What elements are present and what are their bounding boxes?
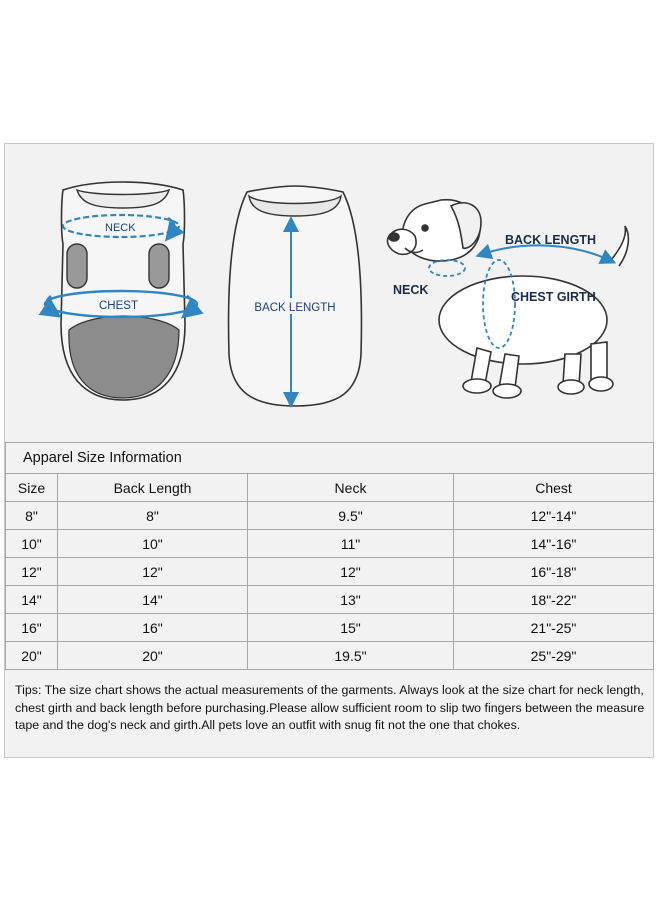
cell-neck: 9.5" xyxy=(248,502,454,530)
back-length-label: BACK LENGTH xyxy=(254,302,336,314)
cell-back-length: 10" xyxy=(58,530,248,558)
cell-chest: 16"-18" xyxy=(454,558,654,586)
sizing-tips: Tips: The size chart shows the actual measurements of the garments. Always look at the size chart for neck length, chest girth and back length before purchasing.Please allow sufficient room to slip two fingers between the measure tape and the dog's neck and girth.All pets love an outfit with snug fit not the one that chokes. xyxy=(15,683,645,732)
table-header-row xyxy=(6,474,654,502)
cell-chest: 25"-29" xyxy=(454,642,654,670)
cell-neck: 12" xyxy=(248,558,454,586)
cell-size: 10" xyxy=(6,530,58,558)
cell-back-length: 20" xyxy=(58,642,248,670)
cell-back-length: 12" xyxy=(58,558,248,586)
cell-neck: 11" xyxy=(248,530,454,558)
cell-back-length: 16" xyxy=(58,614,248,642)
dog-back-length-arrow xyxy=(483,245,609,260)
cell-size: 14" xyxy=(6,586,58,614)
cell-size: 16" xyxy=(6,614,58,642)
size-table xyxy=(5,442,654,670)
left-armhole xyxy=(67,244,87,288)
cell-chest: 12"-14" xyxy=(454,502,654,530)
vest-neck-label: NECK xyxy=(105,222,136,234)
cell-neck: 13" xyxy=(248,586,454,614)
cell-size: 20" xyxy=(6,642,58,670)
header-back-length: Back Length xyxy=(58,474,248,502)
header-chest: Chest xyxy=(454,474,654,502)
vest-front-illustration xyxy=(45,182,197,400)
cell-chest: 21"-25" xyxy=(454,614,654,642)
dog-neck-loop xyxy=(429,260,465,276)
cell-size: 8" xyxy=(6,502,58,530)
cell-size: 12" xyxy=(6,558,58,586)
vest-back-illustration xyxy=(229,186,362,406)
cell-back-length: 14" xyxy=(58,586,248,614)
dog-back-length-label: BACK LENGTH xyxy=(505,233,596,247)
table-row xyxy=(6,502,654,530)
table-row xyxy=(6,642,654,670)
size-chart-card xyxy=(4,143,654,758)
table-row xyxy=(6,586,654,614)
table-row xyxy=(6,558,654,586)
table-row xyxy=(6,614,654,642)
cell-chest: 14"-16" xyxy=(454,530,654,558)
dog-neck-label: NECK xyxy=(393,283,429,297)
measurement-diagram xyxy=(5,144,655,442)
cell-neck: 19.5" xyxy=(248,642,454,670)
cell-neck: 15" xyxy=(248,614,454,642)
cell-chest: 18"-22" xyxy=(454,586,654,614)
header-size: Size xyxy=(6,474,58,502)
dog-chest-girth-label: CHEST GIRTH xyxy=(511,290,596,304)
header-neck: Neck xyxy=(248,474,454,502)
table-row xyxy=(6,530,654,558)
vest-chest-label: CHEST xyxy=(99,300,138,312)
table-caption: Apparel Size Information xyxy=(6,443,654,474)
cell-back-length: 8" xyxy=(58,502,248,530)
right-armhole xyxy=(149,244,169,288)
